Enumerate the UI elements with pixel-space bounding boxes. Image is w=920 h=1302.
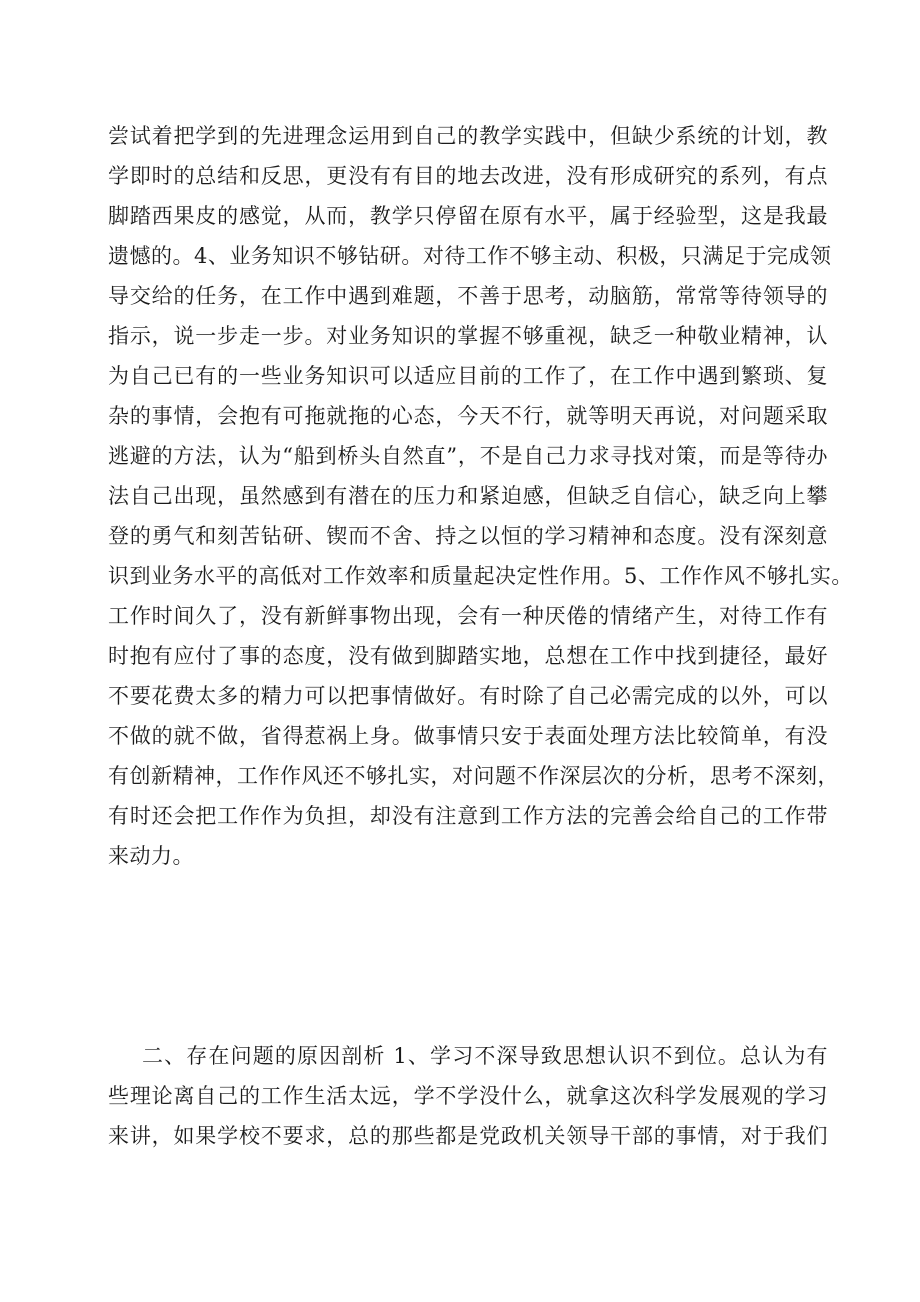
paragraph-2 — [108, 1036, 828, 1156]
text-line: 遗憾的。4、业务知识不够钻研。对待工作不够主动、积极，只满足于完成领 — [108, 244, 832, 268]
text-line: 登的勇气和刻苦钻研、锲而不舍、持之以恒的学习精神和态度。没有深刻意 — [108, 524, 828, 548]
text-line: 脚踏西果皮的感觉，从而，教学只停留在原有水平，属于经验型，这是我最 — [108, 204, 828, 228]
text-line: 些理论离自己的工作生活太远，学不学没什么，就拿这次科学发展观的学习 — [108, 1084, 828, 1108]
text-line: 指示，说一步走一步。对业务知识的掌握不够重视，缺乏一种敬业精神，认 — [108, 324, 828, 348]
text-line: 有时还会把工作作为负担，却没有注意到工作方法的完善会给自己的工作带 — [108, 804, 828, 828]
text-line: 来动力。 — [108, 844, 194, 868]
text-line: 法自己出现，虽然感到有潜在的压力和紧迫感，但缺乏自信心，缺乏向上攀 — [108, 484, 828, 508]
text-line: 工作时间久了，没有新鲜事物出现，会有一种厌倦的情绪产生，对待工作有 — [108, 604, 828, 628]
text-line: 有创新精神，工作作风还不够扎实，对问题不作深层次的分析，思考不深刻， — [108, 764, 839, 788]
text-line: 识到业务水平的高低对工作效率和质量起决定性作用。5、工作作风不够扎实。 — [108, 564, 853, 588]
text-line: 逃避的方法，认为“船到桥头自然直”，不是自己力求寻找对策，而是等待办 — [108, 444, 828, 468]
text-line: 尝试着把学到的先进理念运用到自己的教学实践中，但缺少系统的计划，教 — [108, 124, 828, 148]
text-line: 学即时的总结和反思，更没有有目的地去改进，没有形成研究的系列，有点 — [108, 164, 828, 188]
text-line: 不要花费太多的精力可以把事情做好。有时除了自己必需完成的以外，可以 — [108, 684, 828, 708]
text-line: 导交给的任务，在工作中遇到难题，不善于思考，动脑筋，常常等待领导的 — [108, 284, 828, 308]
text-line: 来讲，如果学校不要求，总的那些都是党政机关领导干部的事情，对于我们 — [108, 1124, 828, 1148]
text-line: 二、存在问题的原因剖析 1、学习不深导致思想认识不到位。总认为有 — [142, 1044, 828, 1068]
text-line: 不做的就不做，省得惹祸上身。做事情只安于表面处理方法比较简单，有没 — [108, 724, 828, 748]
text-line: 时抱有应付了事的态度，没有做到脚踏实地，总想在工作中找到捷径，最好 — [108, 644, 828, 668]
paragraph-1 — [108, 116, 853, 876]
text-line: 杂的事情，会抱有可拖就拖的心态，今天不行，就等明天再说，对问题采取 — [108, 404, 828, 428]
text-line: 为自己已有的一些业务知识可以适应目前的工作了，在工作中遇到繁琐、复 — [108, 364, 828, 388]
